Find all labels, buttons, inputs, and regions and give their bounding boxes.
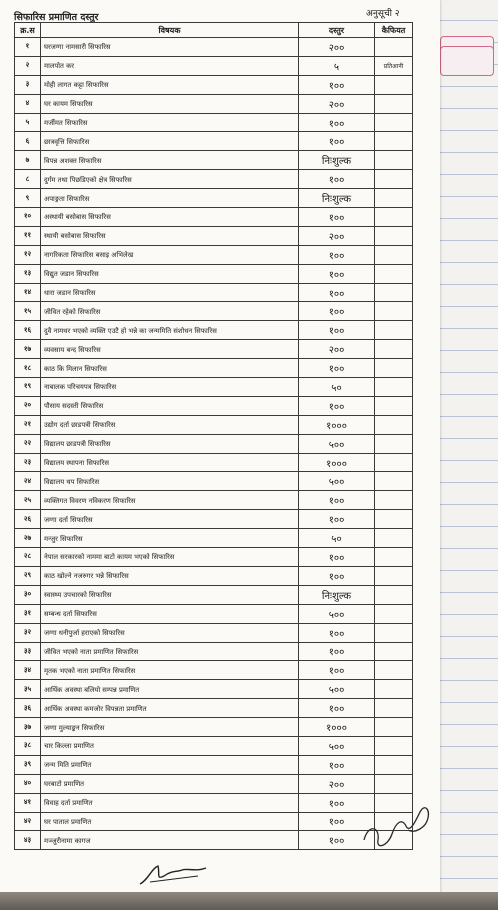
- table-row: [15, 56, 413, 75]
- notebook-rule-line: [440, 108, 498, 109]
- notebook-rule-line: [440, 218, 498, 219]
- row-subject: नाबालक परिचयपत्र सिफारिस: [41, 378, 299, 397]
- table-row: [15, 132, 413, 151]
- row-subject: मर्जीमत सिफारिस: [41, 113, 299, 132]
- notebook-rule-line: [440, 174, 498, 175]
- row-subject: मालपोत कर: [41, 56, 299, 75]
- row-remark: [375, 264, 413, 283]
- row-serial: ४: [15, 94, 41, 113]
- row-fee: ५००: [299, 434, 375, 453]
- row-fee: ५०: [299, 529, 375, 548]
- row-subject: दुर्गम तथा पिछडिएको क्षेत्र सिफारिस: [41, 170, 299, 189]
- row-subject: विद्यालय स्थापना सिफारिस: [41, 453, 299, 472]
- pink-tab-bottom: [440, 46, 494, 76]
- notebook-rule-line: [440, 328, 498, 329]
- row-fee: २००: [299, 94, 375, 113]
- row-serial: ३१: [15, 604, 41, 623]
- row-serial: १७: [15, 340, 41, 359]
- table-header-row: [15, 23, 413, 38]
- notebook-rule-line: [440, 20, 498, 21]
- row-subject: जन्म मिति प्रमाणित: [41, 755, 299, 774]
- annex-label: अनुसूची २: [366, 9, 400, 19]
- row-remark: [375, 472, 413, 491]
- table-row: [15, 208, 413, 227]
- row-fee: ५: [299, 56, 375, 75]
- row-subject: व्यक्तिगत विवरण नविकरण सिफारिस: [41, 491, 299, 510]
- row-serial: ३४: [15, 661, 41, 680]
- row-subject: स्वास्थ्य उपचारको सिफारिस: [41, 585, 299, 604]
- row-serial: १२: [15, 245, 41, 264]
- row-subject: मृतक भएको नाता प्रमाणित सिफारिस: [41, 661, 299, 680]
- row-fee: १०००: [299, 415, 375, 434]
- row-fee: १००: [299, 548, 375, 567]
- row-remark: [375, 566, 413, 585]
- notebook-rule-line: [440, 416, 498, 417]
- row-fee: १००: [299, 283, 375, 302]
- table-row: [15, 548, 413, 567]
- table-body: [15, 38, 413, 850]
- row-fee: १००: [299, 245, 375, 264]
- row-fee: १००: [299, 321, 375, 340]
- notebook-rule-line: [440, 834, 498, 835]
- row-remark: [375, 283, 413, 302]
- row-subject: काठ कि मिलान सिफारिस: [41, 359, 299, 378]
- table-row: [15, 585, 413, 604]
- table-row: [15, 774, 413, 793]
- table-row: [15, 378, 413, 397]
- row-remark: [375, 75, 413, 94]
- row-subject: जग्गा मुल्याङ्कन सिफारिस: [41, 718, 299, 737]
- table-row: [15, 189, 413, 208]
- row-subject: नागरिकता सिफारिस बसाइ अभिलेख: [41, 245, 299, 264]
- row-serial: ६: [15, 132, 41, 151]
- row-fee: ५००: [299, 736, 375, 755]
- table-row: [15, 718, 413, 737]
- row-fee: १००: [299, 566, 375, 585]
- row-remark: [375, 415, 413, 434]
- table-row: [15, 510, 413, 529]
- notebook-rule-line: [440, 570, 498, 571]
- notebook-rule-line: [440, 152, 498, 153]
- table-row: [15, 75, 413, 94]
- table-row: [15, 812, 413, 831]
- row-fee: निःशुल्क: [299, 151, 375, 170]
- row-fee: निःशुल्क: [299, 585, 375, 604]
- row-subject: विपन्न अशक्त सिफारिस: [41, 151, 299, 170]
- row-subject: विद्यालय छाडपत्री सिफारिस: [41, 434, 299, 453]
- row-subject: घर कायम सिफारिस: [41, 94, 299, 113]
- row-serial: २५: [15, 491, 41, 510]
- row-serial: २१: [15, 415, 41, 434]
- row-remark: [375, 548, 413, 567]
- table-row: [15, 755, 413, 774]
- row-remark: [375, 718, 413, 737]
- row-remark: [375, 661, 413, 680]
- table-row: [15, 831, 413, 850]
- table-row: [15, 170, 413, 189]
- row-subject: धारा जडान सिफारिस: [41, 283, 299, 302]
- row-remark: [375, 642, 413, 661]
- row-subject: मन्जुर सिफारिस: [41, 529, 299, 548]
- notebook-rule-line: [440, 196, 498, 197]
- row-fee: निःशुल्क: [299, 189, 375, 208]
- row-serial: ३८: [15, 736, 41, 755]
- row-subject: घर पाताल प्रमाणित: [41, 812, 299, 831]
- row-serial: २२: [15, 434, 41, 453]
- table-row: [15, 699, 413, 718]
- row-remark: [375, 340, 413, 359]
- table-row: [15, 113, 413, 132]
- row-serial: २८: [15, 548, 41, 567]
- row-fee: २००: [299, 774, 375, 793]
- row-fee: २००: [299, 38, 375, 57]
- row-fee: १००: [299, 642, 375, 661]
- notebook-rule-line: [440, 306, 498, 307]
- row-remark: [375, 529, 413, 548]
- table-row: [15, 283, 413, 302]
- row-fee: १००: [299, 661, 375, 680]
- row-remark: [375, 189, 413, 208]
- table-row: [15, 491, 413, 510]
- table-row: [15, 38, 413, 57]
- row-fee: ५०: [299, 378, 375, 397]
- row-remark: [375, 585, 413, 604]
- table-row: [15, 226, 413, 245]
- notebook-rule-line: [440, 680, 498, 681]
- row-subject: मोही लागत कट्टा सिफारिस: [41, 75, 299, 94]
- notebook-rule-line: [440, 350, 498, 351]
- row-remark: [375, 510, 413, 529]
- table-row: [15, 302, 413, 321]
- row-serial: २४: [15, 472, 41, 491]
- row-serial: १४: [15, 283, 41, 302]
- notebook-rule-line: [440, 262, 498, 263]
- row-subject: चार किल्ला प्रमाणित: [41, 736, 299, 755]
- notebook-rule-line: [440, 790, 498, 791]
- page-title: सिफारिस प्रमाणित दस्तुर: [14, 12, 99, 23]
- row-serial: १९: [15, 378, 41, 397]
- row-remark: [375, 151, 413, 170]
- row-remark: [375, 736, 413, 755]
- table-row: [15, 793, 413, 812]
- table-row: [15, 321, 413, 340]
- row-remark: [375, 434, 413, 453]
- table-row: [15, 340, 413, 359]
- row-fee: १००: [299, 132, 375, 151]
- row-fee: १००: [299, 623, 375, 642]
- row-fee: १००: [299, 359, 375, 378]
- row-remark: [375, 38, 413, 57]
- notebook-rule-line: [440, 86, 498, 87]
- row-remark: [375, 396, 413, 415]
- row-serial: ३: [15, 75, 41, 94]
- row-subject: सम्बन्ध दर्ता सिफारिस: [41, 604, 299, 623]
- row-serial: ९: [15, 189, 41, 208]
- row-fee: १०००: [299, 453, 375, 472]
- table-row: [15, 680, 413, 699]
- row-serial: ८: [15, 170, 41, 189]
- row-subject: आर्थिक अवस्था कमजोर विपन्नता प्रमाणित: [41, 699, 299, 718]
- row-serial: १६: [15, 321, 41, 340]
- floor-edge: [0, 892, 498, 910]
- row-remark: [375, 755, 413, 774]
- table-row: [15, 529, 413, 548]
- notebook-rule-line: [440, 438, 498, 439]
- notebook-rule-line: [440, 130, 498, 131]
- row-serial: २९: [15, 566, 41, 585]
- row-serial: २: [15, 56, 41, 75]
- row-fee: २००: [299, 226, 375, 245]
- row-subject: विवाह दर्ता प्रमाणित: [41, 793, 299, 812]
- row-subject: जग्गा धनीपुर्जा हराएको सिफारिस: [41, 623, 299, 642]
- row-remark: प्रतिआनी: [375, 56, 413, 75]
- row-subject: नेपाल सरकारको नाममा बाटो कायम भएको सिफारिस: [41, 548, 299, 567]
- notebook-rule-line: [440, 878, 498, 879]
- notebook-rule-line: [440, 636, 498, 637]
- table-row: [15, 434, 413, 453]
- table-row: [15, 245, 413, 264]
- table-row: [15, 453, 413, 472]
- table-row: [15, 94, 413, 113]
- notebook-rule-line: [440, 614, 498, 615]
- notebook-rule-line: [440, 394, 498, 395]
- row-serial: ७: [15, 151, 41, 170]
- header-sn: क्र.स: [15, 23, 41, 38]
- row-serial: १८: [15, 359, 41, 378]
- row-serial: ३६: [15, 699, 41, 718]
- row-fee: १००: [299, 699, 375, 718]
- row-subject: आर्थिक अवस्था बलियो सम्पन्न प्रमाणित: [41, 680, 299, 699]
- row-serial: ४३: [15, 831, 41, 850]
- row-remark: [375, 680, 413, 699]
- table-row: [15, 736, 413, 755]
- notebook-rule-line: [440, 240, 498, 241]
- row-subject: अपाङ्गता सिफारिस: [41, 189, 299, 208]
- row-subject: जग्गा दर्ता सिफारिस: [41, 510, 299, 529]
- notebook-rule-line: [440, 812, 498, 813]
- notebook-rule-line: [440, 702, 498, 703]
- row-remark: [375, 113, 413, 132]
- row-remark: [375, 491, 413, 510]
- row-fee: १००: [299, 491, 375, 510]
- row-fee: १००: [299, 831, 375, 850]
- notebook-rule-line: [440, 768, 498, 769]
- row-serial: ३५: [15, 680, 41, 699]
- row-fee: १०००: [299, 718, 375, 737]
- table-row: [15, 359, 413, 378]
- row-fee: ५००: [299, 680, 375, 699]
- table-row: [15, 642, 413, 661]
- row-serial: ३२: [15, 623, 41, 642]
- row-subject: मञ्जुरीनामा कागज: [41, 831, 299, 850]
- row-subject: घरजग्गा नामसारी सिफारिस: [41, 38, 299, 57]
- header-subject: विषयक: [41, 23, 299, 38]
- notebook-rule-line: [440, 526, 498, 527]
- row-serial: ३३: [15, 642, 41, 661]
- notebook-rule-line: [440, 372, 498, 373]
- table-row: [15, 566, 413, 585]
- signature-stamp-bottom: [138, 858, 208, 888]
- signature-right: [358, 800, 438, 860]
- row-fee: १००: [299, 208, 375, 227]
- row-remark: [375, 226, 413, 245]
- row-remark: [375, 245, 413, 264]
- row-serial: ३०: [15, 585, 41, 604]
- table-row: [15, 604, 413, 623]
- row-remark: [375, 623, 413, 642]
- row-remark: [375, 699, 413, 718]
- row-serial: २७: [15, 529, 41, 548]
- row-fee: १००: [299, 793, 375, 812]
- table-row: [15, 264, 413, 283]
- row-subject: जीवित भएको नाता प्रमाणित सिफारिस: [41, 642, 299, 661]
- fee-table: [14, 22, 413, 850]
- row-serial: १३: [15, 264, 41, 283]
- row-serial: ४०: [15, 774, 41, 793]
- row-fee: २००: [299, 340, 375, 359]
- notebook-rule-line: [440, 482, 498, 483]
- row-fee: १००: [299, 302, 375, 321]
- notebook-rule-line: [440, 460, 498, 461]
- table-row: [15, 151, 413, 170]
- row-serial: २६: [15, 510, 41, 529]
- row-serial: ३७: [15, 718, 41, 737]
- row-serial: ११: [15, 226, 41, 245]
- row-subject: अस्थायी बसोबास सिफारिस: [41, 208, 299, 227]
- row-remark: [375, 359, 413, 378]
- row-subject: विद्यालय थप सिफारिस: [41, 472, 299, 491]
- row-remark: [375, 378, 413, 397]
- row-fee: १००: [299, 396, 375, 415]
- notebook-rule-line: [440, 856, 498, 857]
- row-serial: ४१: [15, 793, 41, 812]
- table-row: [15, 396, 413, 415]
- row-subject: विद्युत जडान सिफारिस: [41, 264, 299, 283]
- row-subject: पौसाय सदस्ती सिफारिस: [41, 396, 299, 415]
- row-subject: व्यवसाय बन्द सिफारिस: [41, 340, 299, 359]
- row-subject: उद्योग दर्ता छाडपत्री सिफारिस: [41, 415, 299, 434]
- row-serial: १: [15, 38, 41, 57]
- row-subject: घरबाटो प्रमाणित: [41, 774, 299, 793]
- row-subject: स्थायी बसोबास सिफारिस: [41, 226, 299, 245]
- row-fee: १००: [299, 170, 375, 189]
- notebook-rule-line: [440, 658, 498, 659]
- notebook-rule-line: [440, 504, 498, 505]
- notebook-rule-line: [440, 746, 498, 747]
- row-serial: १०: [15, 208, 41, 227]
- row-remark: [375, 208, 413, 227]
- row-remark: [375, 302, 413, 321]
- row-fee: १००: [299, 510, 375, 529]
- table-row: [15, 623, 413, 642]
- row-subject: जीवित रहेको सिफारिस: [41, 302, 299, 321]
- notebook-rule-line: [440, 284, 498, 285]
- row-serial: २३: [15, 453, 41, 472]
- table-row: [15, 472, 413, 491]
- row-serial: २०: [15, 396, 41, 415]
- row-fee: १००: [299, 264, 375, 283]
- row-fee: १००: [299, 755, 375, 774]
- row-remark: [375, 453, 413, 472]
- row-serial: १५: [15, 302, 41, 321]
- row-remark: [375, 604, 413, 623]
- row-serial: ५: [15, 113, 41, 132]
- row-remark: [375, 321, 413, 340]
- row-serial: ४२: [15, 812, 41, 831]
- row-subject: काठ खोल्ने नजरुगर भन्ने सिफारिस: [41, 566, 299, 585]
- row-remark: [375, 170, 413, 189]
- row-fee: १००: [299, 75, 375, 94]
- header-remarks: कैफियत: [375, 23, 413, 38]
- notebook-rule-line: [440, 724, 498, 725]
- row-serial: ३९: [15, 755, 41, 774]
- notebook-rule-line: [440, 548, 498, 549]
- row-subject: दुवै नामथर भएको व्यक्ति एउटै हो भन्ने का जन्ममिति संशोधन सिफारिस: [41, 321, 299, 340]
- row-fee: १००: [299, 113, 375, 132]
- row-remark: [375, 774, 413, 793]
- table-row: [15, 661, 413, 680]
- notebook-rule-line: [440, 592, 498, 593]
- row-subject: छात्रवृत्ति सिफारिस: [41, 132, 299, 151]
- row-fee: ५००: [299, 472, 375, 491]
- row-fee: १००: [299, 812, 375, 831]
- header-fee: दस्तुर: [299, 23, 375, 38]
- row-remark: [375, 132, 413, 151]
- row-fee: ५००: [299, 604, 375, 623]
- table-row: [15, 415, 413, 434]
- row-remark: [375, 94, 413, 113]
